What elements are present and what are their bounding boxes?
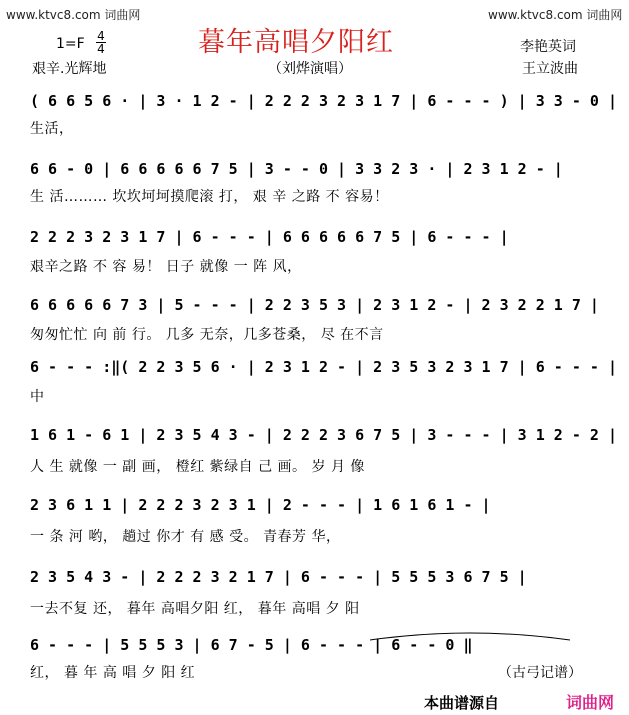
lyric-row-3: 艰辛之路 不 容 易！ 日子 就像 一 阵 风，	[30, 259, 302, 275]
lyric-row-2: 生 活……… 坎坎坷坷摸爬滚 打， 艰 辛 之路 不 容易！	[30, 189, 389, 205]
notation-row-9: 6 - - - | 5 5 5 3 | 6 7 - 5 | 6 - - - | 6 - - 0 ‖	[30, 636, 473, 654]
time-signature-bottom: 4	[97, 42, 105, 56]
notation-row-6: 1 6 1 - 6 1 | 2 3 5 4 3 - | 2 2 2 3 6 7 5 | 3 - - - | 3 1 2 - 2 |	[30, 426, 617, 444]
lyricist: 李艳英词	[520, 39, 576, 55]
notation-row-1: ( 6 6 5 6 · | 3 · 1 2 - | 2 2 2 3 2 3 1 7 | 6 - - - ) | 3 3 - 0 |	[30, 92, 617, 110]
lyric-row-4: 匆匆忙忙 向 前 行。 几多 无奈，几多苍桑， 尽 在不言	[30, 327, 384, 343]
performer: （刘烨演唱）	[268, 61, 352, 77]
notation-row-2: 6 6 - 0 | 6 6 6 6 6 7 5 | 3 - - 0 | 3 3 2 3 · | 2 3 1 2 - |	[30, 160, 563, 178]
lyric-row-6: 人 生 就像 一 副 画， 橙红 紫绿自 己 画。 岁 月 像	[30, 459, 365, 475]
lyric-row-5: 中	[30, 389, 45, 405]
lyric-row-7: 一 条 河 哟， 趟过 你才 有 感 受。 青春芳 华，	[30, 529, 341, 545]
lyric-row-1: 生活，	[30, 121, 74, 137]
lyric-row-8: 一去不复 还， 暮年 高唱夕阳 红， 暮年 高唱 夕 阳	[30, 601, 360, 617]
site-logo[interactable]: 词曲网	[566, 693, 615, 712]
watermark-left: www.ktvc8.com 词曲网	[6, 8, 141, 22]
notation-row-3: 2 2 2 3 2 3 1 7 | 6 - - - | 6 6 6 6 6 7 5 | 6 - - - |	[30, 228, 509, 246]
notation-row-8: 2 3 5 4 3 - | 2 2 2 3 2 1 7 | 6 - - - | 5 5 5 3 6 7 5 |	[30, 568, 527, 586]
time-signature	[96, 30, 106, 55]
lyric-row-9: 红， 暮 年 高 唱 夕 阳 红	[30, 665, 196, 681]
notation-row-7: 2 3 6 1 1 | 2 2 2 3 2 3 1 | 2 - - - | 1 6 1 6 1 - |	[30, 496, 491, 514]
watermark-right: www.ktvc8.com 词曲网	[488, 8, 623, 22]
source-label: 本曲谱源自	[424, 694, 500, 712]
tempo-mood: 艰辛.光辉地	[32, 61, 107, 77]
time-signature-top: 4	[97, 29, 105, 43]
key-signature: 1=F	[56, 36, 85, 52]
notation-row-4: 6 6 6 6 6 7 3 | 5 - - - | 2 2 3 5 3 | 2 3 1 2 - | 2 3 2 2 1 7 |	[30, 296, 599, 314]
slur-decoration	[360, 626, 590, 646]
transcriber-credit: （古弓记谱）	[498, 665, 582, 681]
notation-row-5: 6 - - - :‖( 2 2 3 5 6 · | 2 3 1 2 - | 2 3 5 3 2 3 1 7 | 6 - - - |	[30, 358, 617, 376]
song-title: 暮年高唱夕阳红	[198, 27, 394, 58]
composer: 王立波曲	[522, 61, 578, 77]
